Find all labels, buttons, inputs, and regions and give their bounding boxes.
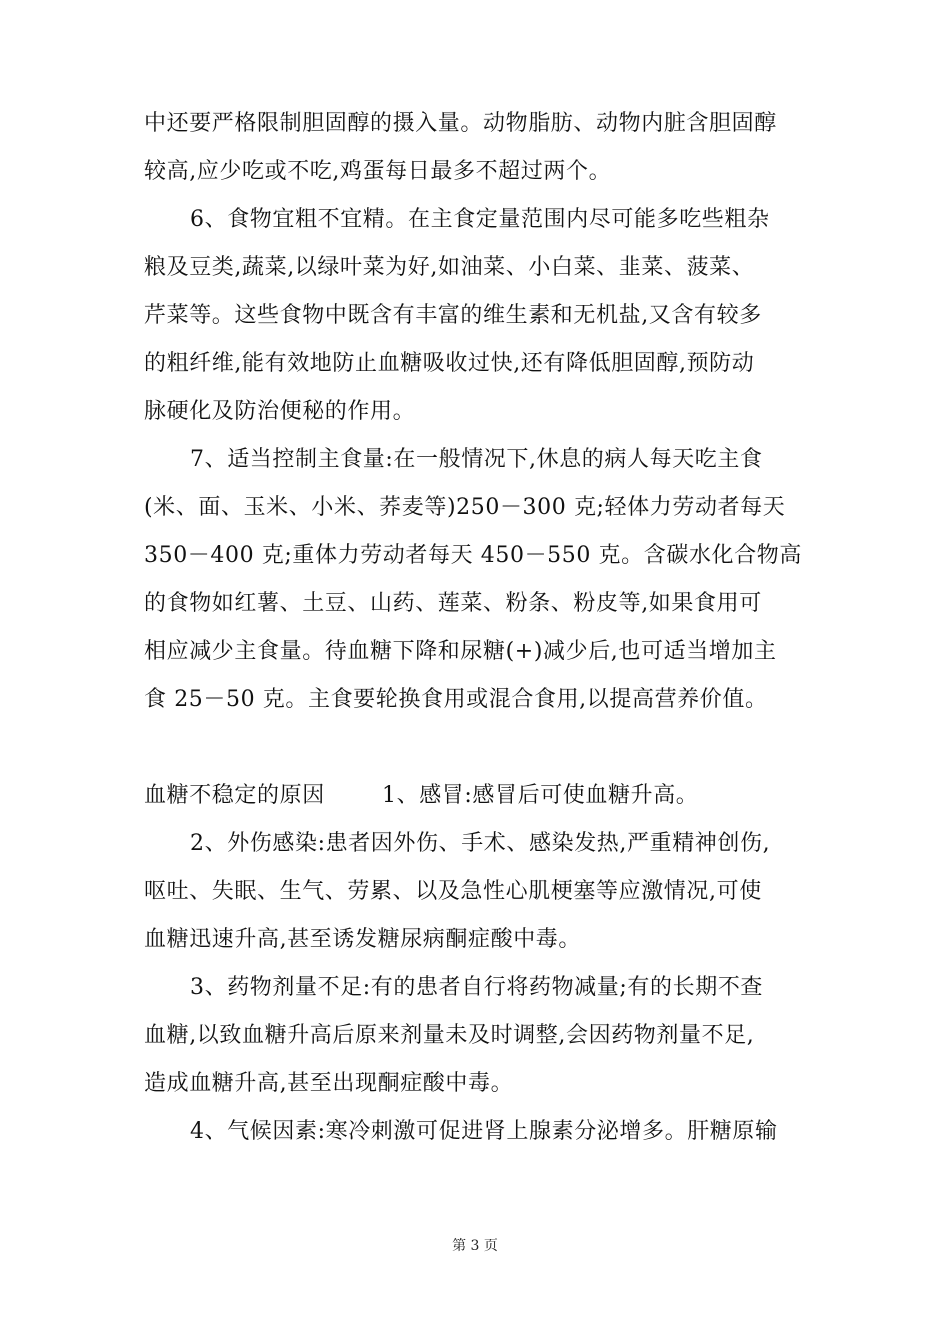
body-line: 呕吐、失眠、生气、劳累、以及急性心肌梗塞等应激情况,可使 xyxy=(144,879,762,904)
body-line: 7、适当控制主食量:在一般情况下,休息的病人每天吃主食 xyxy=(190,447,763,472)
body-line: 350－400 克;重体力劳动者每天 450－550 克。含碳水化合物高 xyxy=(144,543,802,568)
document-body xyxy=(144,100,814,1156)
section-heading-line xyxy=(144,772,814,820)
body-line: 的食物如红薯、土豆、山药、莲菜、粉条、粉皮等,如果食用可 xyxy=(144,591,762,616)
body-line: 相应减少主食量。待血糖下降和尿糖(+)减少后,也可适当增加主 xyxy=(144,639,777,664)
body-line: 造成血糖升高,甚至出现酮症酸中毒。 xyxy=(144,1071,514,1096)
body-line: (米、面、玉米、小米、荞麦等)250－300 克;轻体力劳动者每天 xyxy=(144,495,786,520)
body-line: 3、药物剂量不足:有的患者自行将药物减量;有的长期不查 xyxy=(190,975,764,1000)
body-line: 血糖,以致血糖升高后原来剂量未及时调整,会因药物剂量不足, xyxy=(144,1023,755,1048)
body-line: 芹菜等。这些食物中既含有丰富的维生素和无机盐,又含有较多 xyxy=(144,303,762,328)
body-line: 脉硬化及防治便秘的作用。 xyxy=(144,399,416,424)
body-line: 的粗纤维,能有效地防止血糖吸收过快,还有降低胆固醇,预防动 xyxy=(144,351,755,376)
section-title: 血糖不稳定的原因 xyxy=(144,783,325,808)
body-line: 血糖迅速升高,甚至诱发糖尿病酮症酸中毒。 xyxy=(144,927,581,952)
body-line: 6、食物宜粗不宜精。在主食定量范围内尽可能多吃些粗杂 xyxy=(190,207,770,232)
body-line: 4、气候因素:寒冷刺激可促进肾上腺素分泌增多。肝糖原输 xyxy=(190,1119,778,1144)
paragraph-gap xyxy=(144,724,814,772)
body-line: 粮及豆类,蔬菜,以绿叶菜为好,如油菜、小白菜、韭菜、菠菜、 xyxy=(144,255,755,280)
page-number: 第 3 页 xyxy=(452,1238,498,1254)
body-line: 2、外伤感染:患者因外伤、手术、感染发热,严重精神创伤, xyxy=(190,831,771,856)
section-first-item: 1、感冒:感冒后可使血糖升高。 xyxy=(382,783,699,808)
body-line: 食 25－50 克。主食要轮换食用或混合食用,以提高营养价值。 xyxy=(144,687,768,712)
body-line: 较高,应少吃或不吃,鸡蛋每日最多不超过两个。 xyxy=(144,159,612,184)
body-line: 中还要严格限制胆固醇的摄入量。动物脂肪、动物内脏含胆固醇 xyxy=(144,111,777,136)
